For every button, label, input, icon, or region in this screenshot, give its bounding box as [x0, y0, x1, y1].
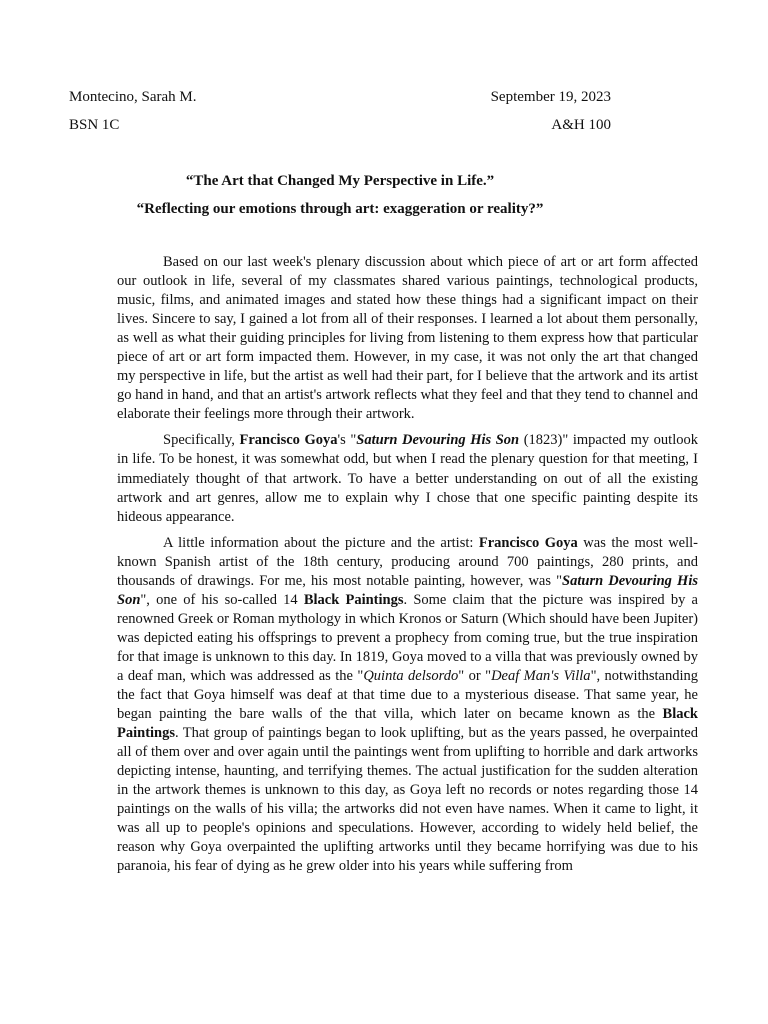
text-run: . Some claim that the picture was inspired by a renowned Greek or Roman mythology in which Kronos or Saturn (Which should have been Jupiter) was depicted eating his offsprings to prevent a prophecy from coming true, but the true inspiration for that image is unknown to this day. In 1819, Goya moved to a villa that was previously owned by a deaf man, which was addressed as the ": [117, 591, 698, 684]
text-run: (1823)" impacted my outlook in life. To be honest, it was somewhat odd, but when I read the plenary question for that meeting, I immediately thought of that artwork. To have a better understanding on out of all the existing artwork and art genres, allow me to explain why I chose that one specific painting despite its hideous appearance.: [117, 432, 698, 525]
paragraph-2: [117, 431, 698, 526]
villa-name: Quinta delsordo: [363, 667, 459, 684]
essay-subtitle: “Reflecting our emotions through art: exaggeration or reality?”: [136, 201, 544, 217]
artist-name: Francisco Goya: [478, 534, 578, 551]
text-run: A little information about the picture and the artist:: [163, 534, 479, 551]
course-code: A&H 100: [551, 117, 611, 133]
essay-title: “The Art that Changed My Perspective in Life.”: [185, 173, 495, 189]
text-run: ", one of his so-called 14: [140, 591, 304, 608]
villa-name: Deaf Man's Villa: [491, 667, 591, 684]
artist-name: Francisco Goya: [239, 432, 338, 449]
text-run: " or ": [458, 667, 492, 684]
student-section: BSN 1C: [69, 117, 120, 133]
artwork-title: Saturn Devouring His Son: [117, 572, 698, 608]
text-run: . That group of paintings began to look uplifting, but as the years passed, he overpainted all of them over and over again until the paintings went from uplifting to horrible and dark artworks depicting intense, haunting, and terrifying themes. The actual justification for the sudden alteration in the artwork themes is unknown to this day, as Goya left no records or notes regarding those 14 paintings on the walls of his villa; the artworks did not even have names. When it came to light, it was all up to people's opinions and speculations. However, according to widely held belief, the reason why Goya overpainted the uplifting artworks until they became horrifying was due to his paranoia, his fear of dying as he grew older into his years while suffering from: [117, 725, 698, 875]
essay-body: [117, 253, 698, 884]
header-row-bottom: [69, 116, 611, 134]
series-name: Black Paintings: [117, 706, 698, 742]
text-run: ", notwithstanding the fact that Goya himself was deaf at that time due to a mysterious disease. That same year, he began painting the bare walls of the that villa, which later on became known as the: [117, 667, 698, 723]
submission-date: September 19, 2023: [490, 89, 611, 105]
paragraph-1: Based on our last week's plenary discussion about which piece of art or art form affected our outlook in life, several of my classmates shared various paintings, technological products, music, films, and animated images and stated how these things had a significant impact on their lives. Sincere to say, I gained a lot from all of their responses. I learned a lot about them personally, as well as what their guiding principles for living from listening to them express how that particular piece of art or art form impacted them. However, in my case, it was not only the art that changed my perspective in life, but the artist as well had their part, for I believe that the artwork and its artist go hand in hand, and that an artist's artwork reflects what they feel and that they tend to channel and elaborate their feelings more through their artwork.: [117, 254, 698, 423]
artwork-title: Saturn Devouring His Son: [356, 432, 520, 449]
text-run: 's ": [337, 432, 357, 449]
paragraph-3: [117, 534, 698, 877]
series-name: Black Paintings: [303, 591, 404, 608]
header-row-top: [69, 88, 611, 106]
text-run: was the most well-known Spanish artist of the 18th century, producing around 700 paintings, 280 prints, and thousands of drawings. For me, his most notable painting, however, was ": [117, 534, 698, 589]
text-run: Specifically,: [163, 432, 240, 449]
student-name: Montecino, Sarah M.: [69, 89, 197, 105]
